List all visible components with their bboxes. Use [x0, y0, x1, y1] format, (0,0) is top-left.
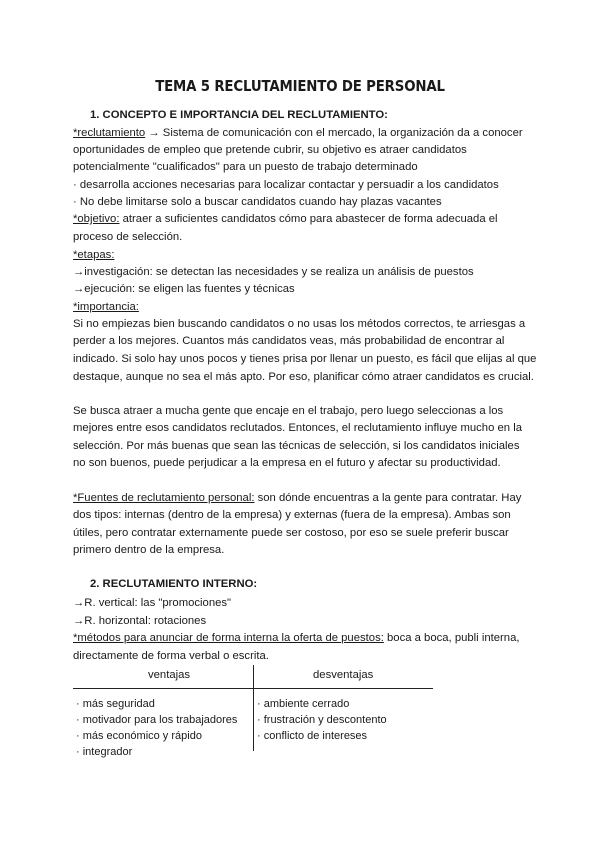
objetivo-line-2: proceso de selección. [73, 231, 183, 243]
fuentes-text-1: son dónde encuentras a la gente para contratar. Hay [254, 492, 522, 504]
reclutamiento-line-2: oportunidades de empleo que pretende cubrir, su objetivo es atraer candidatos [73, 144, 467, 156]
paragraph-2-line-2: mejores entre esos candidatos reclutados. Entonces, el reclutamiento influye mucho en la [73, 422, 522, 434]
fuentes-line-1 [73, 491, 521, 505]
reclutamiento-label: *reclutamiento [73, 127, 146, 139]
importancia-line-4: destaque, aunque no sea el más apto. Por eso, planificar cómo atraer candidatos es crucial. [73, 371, 534, 383]
ventaja-item: · integrador [76, 746, 133, 758]
paragraph-2-line-3: selección. Por más buenas que sean las técnicas de selección, si los candidatos iniciales [73, 440, 520, 452]
ventajas-header: ventajas [148, 669, 191, 681]
bullet-2: · No debe limitarse solo a buscar candidatos cuando hay plazas vacantes [73, 196, 442, 208]
interno-item-1: →R. vertical: las "promociones" [73, 597, 232, 609]
objetivo-text-1: atraer a suficientes candidatos cómo para abastecer de forma adecuada el [119, 213, 498, 225]
etapas-label: *etapas: [73, 249, 115, 261]
importancia-line-2: perder a los mejores. Cuantos más candidatos veas, más probabilidad de encontrar al [73, 335, 505, 347]
desventaja-item: · conflicto de intereses [257, 730, 368, 742]
reclutamiento-line-3: potencialmente "cualificados" para un puesto de trabajo determinado [73, 161, 418, 173]
fuentes-line-3: útiles, pero contratar externamente puede ser costoso, por eso se suele preferir buscar [73, 527, 509, 539]
importancia-line-1: Si no empiezas bien buscando candidatos o no usas los métodos correctos, te arriesgas a [73, 318, 526, 330]
paragraph-2-line-1: Se busca atraer a mucha gente que encaje en el trabajo, pero luego seleccionas a los [73, 405, 504, 417]
metodos-line-2: directamente de forma verbal o escrita. [73, 650, 269, 662]
desventaja-item: · frustración y descontento [257, 714, 387, 726]
importancia-label: *importancia: [73, 301, 139, 313]
fuentes-label: *Fuentes de reclutamiento personal: [73, 492, 255, 504]
metodos-label: *métodos para anunciar de forma interna la oferta de puestos: [73, 632, 384, 644]
objetivo-line-1 [73, 212, 498, 226]
section-1-heading: 1. CONCEPTO E IMPORTANCIA DEL RECLUTAMIENTO: [90, 109, 388, 121]
objetivo-label: *objetivo: [73, 213, 120, 225]
etapa-1: →investigación: se detectan las necesidades y se realiza un análisis de puestos [73, 266, 474, 278]
fuentes-line-4: primero dentro de la empresa. [73, 544, 225, 556]
desventajas-header: desventajas [313, 669, 374, 681]
bullet-1: · desarrolla acciones necesarias para localizar contactar y persuadir a los candidatos [73, 179, 499, 191]
page-title: TEMA 5 RECLUTAMIENTO DE PERSONAL [155, 77, 445, 95]
fuentes-line-2: dos tipos: internas (dentro de la empresa) y externas (fuera de la empresa). Ambas son [73, 509, 511, 521]
etapa-2: →ejecución: se eligen las fuentes y técnicas [73, 283, 295, 295]
reclutamiento-text-1: → Sistema de comunicación con el mercado, la organización da a conocer [145, 127, 523, 139]
metodos-text-1: boca a boca, publi interna, [383, 632, 520, 644]
paragraph-2-line-4: no son buenos, puede perjudicar a la empresa en el futuro y afectar su productividad. [73, 457, 501, 469]
ventaja-item: · motivador para los trabajadores [76, 714, 238, 726]
ventaja-item: · más seguridad [76, 698, 155, 710]
interno-item-2: →R. horizontal: rotaciones [73, 615, 207, 627]
table-vertical-rule [253, 665, 254, 751]
reclutamiento-line-1 [73, 126, 523, 140]
importancia-line-3: indicado. Si solo hay unos pocos y tienes prisa por llenar un puesto, es fácil que elijas al que [73, 353, 537, 365]
metodos-line-1 [73, 631, 520, 645]
desventaja-item: · ambiente cerrado [257, 698, 350, 710]
ventaja-item: · más económico y rápido [76, 730, 202, 742]
section-2-heading: 2. RECLUTAMIENTO INTERNO: [90, 578, 258, 590]
